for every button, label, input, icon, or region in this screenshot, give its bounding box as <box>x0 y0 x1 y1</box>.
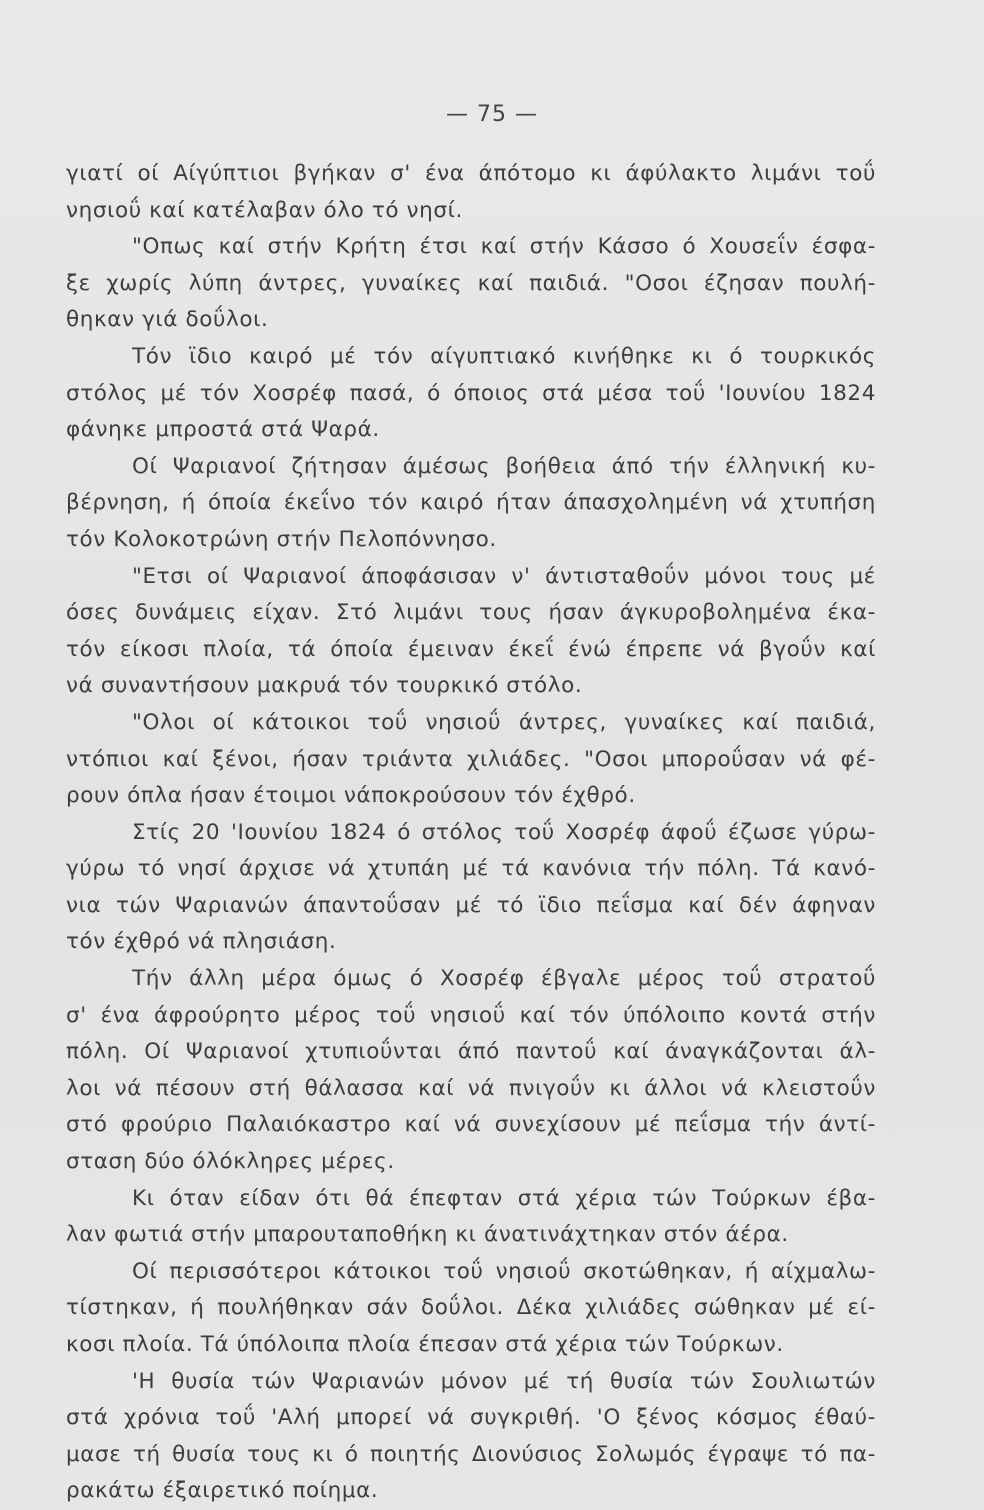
text-line: λοι νά πέσουν στή θάλασσα καί νά πνιγοΰν κι άλλοι νά κλειστοΰν <box>66 1075 876 1101</box>
text-line: Τόν ϊδιο καιρό μέ τόν αίγυπτιακό κινήθηκε κι ό τουρκικός <box>132 343 876 369</box>
text-line: τόν είκοσι πλοία, τά όποία έμειναν έκεΐ ένώ έπρεπε νά βγοΰν καί <box>66 636 876 662</box>
text-line: μασε τή θυσία τους κι ό ποιητής Διονύσιος Σολωμός έγραψε τό πα- <box>66 1441 876 1467</box>
text-line: "Οπως καί στήν Κρήτη έτσι καί στήν Κάσσο ό Χουσεΐν έσφα- <box>132 234 876 260</box>
text-line: στά χρόνια τοΰ 'Αλή μπορεί νά συγκριθή. 'Ο ξένος κόσμος έθαύ- <box>66 1405 876 1431</box>
text-line: σ' ένα άφρούρητο μέρος τοΰ νησιοΰ καί τόν ύπόλοιπο κοντά στήν <box>66 1002 876 1028</box>
text-line: Οί περισσότεροι κάτοικοι τοΰ νησιοΰ σκοτώθηκαν, ή αίχμαλω- <box>132 1258 876 1284</box>
text-line: "Ολοι οί κάτοικοι τοΰ νησιοΰ άντρες, γυναίκες καί παιδιά, <box>132 709 876 735</box>
text-line: νια τών Ψαριανών άπαντοΰσαν μέ τό ϊδιο πεΐσμα καί δέν άφηναν <box>66 892 876 918</box>
page-number: — 75 — <box>446 102 538 127</box>
text-line: φάνηκε μπροστά στά Ψαρά. <box>66 417 380 443</box>
text-line: νά συναντήσουν μακρυά τόν τουρκικό στόλο. <box>66 673 583 699</box>
text-line: όσες δυνάμεις είχαν. Στό λιμάνι τους ήσαν άγκυροβολημένα έκα- <box>66 600 876 626</box>
text-line: στόλος μέ τόν Χοσρέφ πασά, ό όποιος στά μέσα τοΰ 'Ιουνίου 1824 <box>66 380 876 406</box>
text-line: Οί Ψαριανοί ζήτησαν άμέσως βοήθεια άπό τήν έλληνική κυ- <box>132 453 876 479</box>
text-line: 'Η θυσία τών Ψαριανών μόνον μέ τή θυσία τών Σουλιωτών <box>132 1368 876 1394</box>
text-line: ξε χωρίς λύπη άντρες, γυναίκες καί παιδιά. "Οσοι έζησαν πουλή- <box>66 270 876 296</box>
text-line: "Ετσι οί Ψαριανοί άποφάσισαν ν' άντισταθοΰν μόνοι τους μέ <box>132 563 876 589</box>
text-line: θηκαν γιά δοΰλοι. <box>66 307 269 333</box>
text-line: γύρω τό νησί άρχισε νά χτυπάη μέ τά κανόνια τήν πόλη. Τά κανό- <box>66 856 876 882</box>
text-line: τόν Κολοκοτρώνη στήν Πελοπόννησο. <box>66 526 497 552</box>
text-line: ντόπιοι καί ξένοι, ήσαν τριάντα χιλιάδες. "Οσοι μποροΰσαν νά φέ- <box>66 746 876 772</box>
text-line: Κι όταν είδαν ότι θά έπεφταν στά χέρια τών Τούρκων έβα- <box>132 1185 876 1211</box>
text-line: βέρνηση, ή όποία έκεΐνο τόν καιρό ήταν άπασχολημένη νά χτυπήση <box>66 490 876 516</box>
text-line: στό φρούριο Παλαιόκαστρο καί νά συνεχίσουν μέ πεΐσμα τήν άντί- <box>66 1112 876 1138</box>
text-line: γιατί οί Αίγύπτιοι βγήκαν σ' ένα άπότομο κι άφύλακτο λιμάνι τοΰ <box>66 161 876 186</box>
text-line: σταση δύο όλόκληρες μέρες. <box>66 1149 395 1175</box>
text-line: Στίς 20 'Ιουνίου 1824 ό στόλος τοΰ Χοσρέφ άφοΰ έζωσε γύρω- <box>132 819 876 845</box>
body-text <box>66 156 876 1510</box>
text-line: λαν φωτιά στήν μπαρουταποθήκη κι άνατινάχτηκαν στόν άέρα. <box>66 1222 789 1248</box>
text-line: Τήν άλλη μέρα όμως ό Χοσρέφ έβγαλε μέρος τοΰ στρατοΰ <box>132 966 876 992</box>
text-line: ρακάτω έξαιρετικό ποίημα. <box>66 1478 379 1504</box>
text-line: ρουν όπλα ήσαν έτοιμοι νάποκρούσουν τόν έχθρό. <box>66 783 636 809</box>
text-line: πόλη. Οί Ψαριανοί χτυπιοΰνται άπό παντοΰ καί άναγκάζονται άλ- <box>66 1039 876 1065</box>
text-line: νησιοΰ καί κατέλαβαν όλο τό νησί. <box>66 197 463 223</box>
text-line: τίστηκαν, ή πουλήθηκαν σάν δοΰλοι. Δέκα χιλιάδες σώθηκαν μέ εί- <box>66 1295 876 1321</box>
text-line: κοσι πλοία. Τά ύπόλοιπα πλοία έπεσαν στά χέρια τών Τούρκων. <box>66 1332 784 1357</box>
text-line: τόν έχθρό νά πλησιάση. <box>66 929 337 955</box>
